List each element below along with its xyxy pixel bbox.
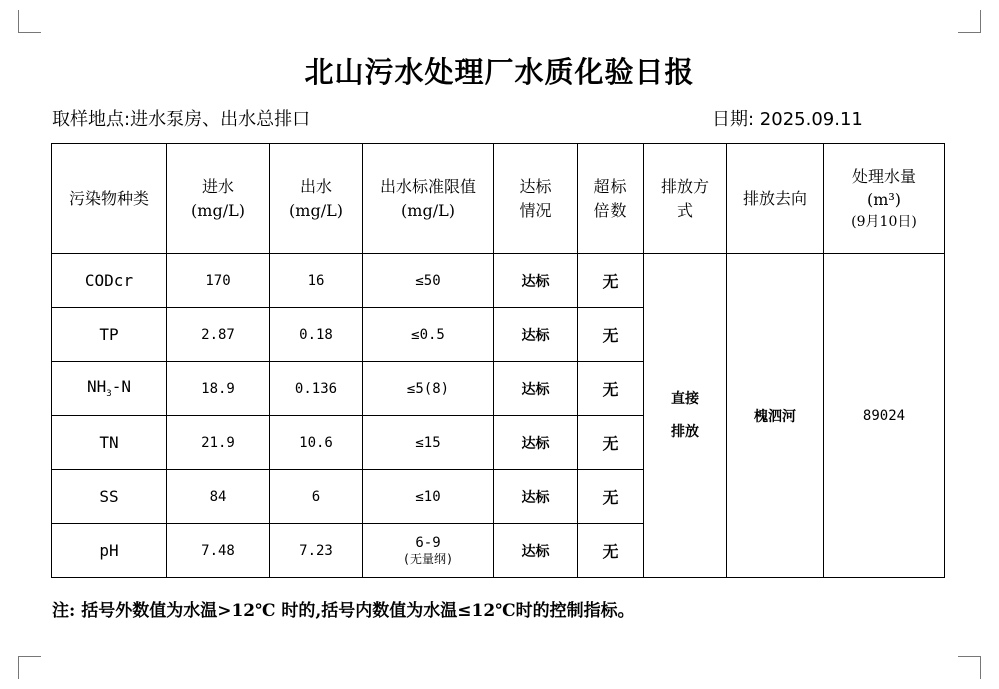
header-status-line1: 达标 xyxy=(519,177,552,197)
outflow-value: 16 xyxy=(270,254,363,308)
header-status-line2: 情况 xyxy=(519,200,552,220)
limit-value: ≤5(8) xyxy=(363,362,494,416)
inflow-value: 7.48 xyxy=(167,524,270,578)
exceed-value: 无 xyxy=(578,470,644,524)
header-limit-unit: (mg/L) xyxy=(401,200,455,220)
limit-value: ≤50 xyxy=(363,254,494,308)
exceed-value: 无 xyxy=(578,524,644,578)
status-value: 达标 xyxy=(494,416,578,470)
discharge-destination: 槐泗河 xyxy=(727,254,824,578)
header-method xyxy=(644,144,727,254)
pollutant-name-subscript: 3 xyxy=(106,389,112,400)
outflow-value: 0.136 xyxy=(270,362,363,416)
outflow-value: 0.18 xyxy=(270,308,363,362)
exceed-value: 无 xyxy=(578,308,644,362)
status-value: 达标 xyxy=(494,254,578,308)
pollutant-name-base: NH xyxy=(87,377,107,397)
pollutant-name: CODcr xyxy=(52,254,167,308)
footnote: 注: 括号外数值为水温>12℃ 时的,括号内数值为水温≤12℃时的控制指标。 xyxy=(52,601,635,621)
header-outflow xyxy=(270,144,363,254)
corner-mark-bottom-left xyxy=(18,656,41,679)
inflow-value: 84 xyxy=(167,470,270,524)
sampling-location: 取样地点:进水泵房、出水总排口 xyxy=(52,109,311,130)
pollutant-name: pH xyxy=(52,524,167,578)
discharge-method-line1: 直接 xyxy=(671,391,699,408)
header-method-line1: 排放方 xyxy=(660,177,709,197)
inflow-value: 21.9 xyxy=(167,416,270,470)
treated-volume: 89024 xyxy=(824,254,945,578)
header-volume-line2: (m³) xyxy=(866,190,902,210)
status-value: 达标 xyxy=(494,524,578,578)
water-quality-table xyxy=(51,143,945,578)
discharge-method-line2: 排放 xyxy=(671,423,699,440)
outflow-value: 6 xyxy=(270,470,363,524)
inflow-value: 170 xyxy=(167,254,270,308)
header-outflow-label: 出水 xyxy=(299,177,332,197)
header-exceed xyxy=(578,144,644,254)
header-pollutant: 污染物种类 xyxy=(52,144,167,254)
pollutant-name xyxy=(52,362,167,416)
report-title: 北山污水处理厂水质化验日报 xyxy=(304,55,695,89)
report-date: 日期: 2025.09.11 xyxy=(712,109,863,130)
limit-value: ≤0.5 xyxy=(363,308,494,362)
header-inflow-label: 进水 xyxy=(201,177,234,197)
pollutant-name: SS xyxy=(52,470,167,524)
corner-mark-top-left xyxy=(18,10,41,33)
header-limit xyxy=(363,144,494,254)
header-method-line2: 式 xyxy=(676,200,693,220)
header-volume-line1: 处理水量 xyxy=(851,167,916,187)
pollutant-name: TN xyxy=(52,416,167,470)
limit-value xyxy=(363,524,494,578)
exceed-value: 无 xyxy=(578,362,644,416)
header-outflow-unit: (mg/L) xyxy=(289,200,343,220)
limit-value: ≤10 xyxy=(363,470,494,524)
status-value: 达标 xyxy=(494,308,578,362)
discharge-method xyxy=(644,254,727,578)
inflow-value: 2.87 xyxy=(167,308,270,362)
limit-value-main: 6-9 xyxy=(415,534,441,551)
pollutant-name: TP xyxy=(52,308,167,362)
outflow-value: 10.6 xyxy=(270,416,363,470)
exceed-value: 无 xyxy=(578,416,644,470)
corner-mark-top-right xyxy=(958,10,981,33)
header-destination: 排放去向 xyxy=(727,144,824,254)
limit-value-unit: (无量纲) xyxy=(402,551,454,566)
header-limit-label: 出水标准限值 xyxy=(379,177,476,197)
exceed-value: 无 xyxy=(578,254,644,308)
corner-mark-bottom-right xyxy=(958,656,981,679)
table-header-row xyxy=(52,144,945,254)
header-volume xyxy=(824,144,945,254)
table-row-codcr xyxy=(52,254,945,308)
outflow-value: 7.23 xyxy=(270,524,363,578)
status-value: 达标 xyxy=(494,470,578,524)
header-inflow xyxy=(167,144,270,254)
status-value: 达标 xyxy=(494,362,578,416)
header-exceed-line1: 超标 xyxy=(593,177,628,197)
header-volume-line3: (9月10日) xyxy=(851,213,917,230)
header-status xyxy=(494,144,578,254)
header-inflow-unit: (mg/L) xyxy=(191,200,245,220)
header-exceed-line2: 倍数 xyxy=(593,200,628,220)
inflow-value: 18.9 xyxy=(167,362,270,416)
pollutant-name-tail: -N xyxy=(111,377,131,397)
limit-value: ≤15 xyxy=(363,416,494,470)
